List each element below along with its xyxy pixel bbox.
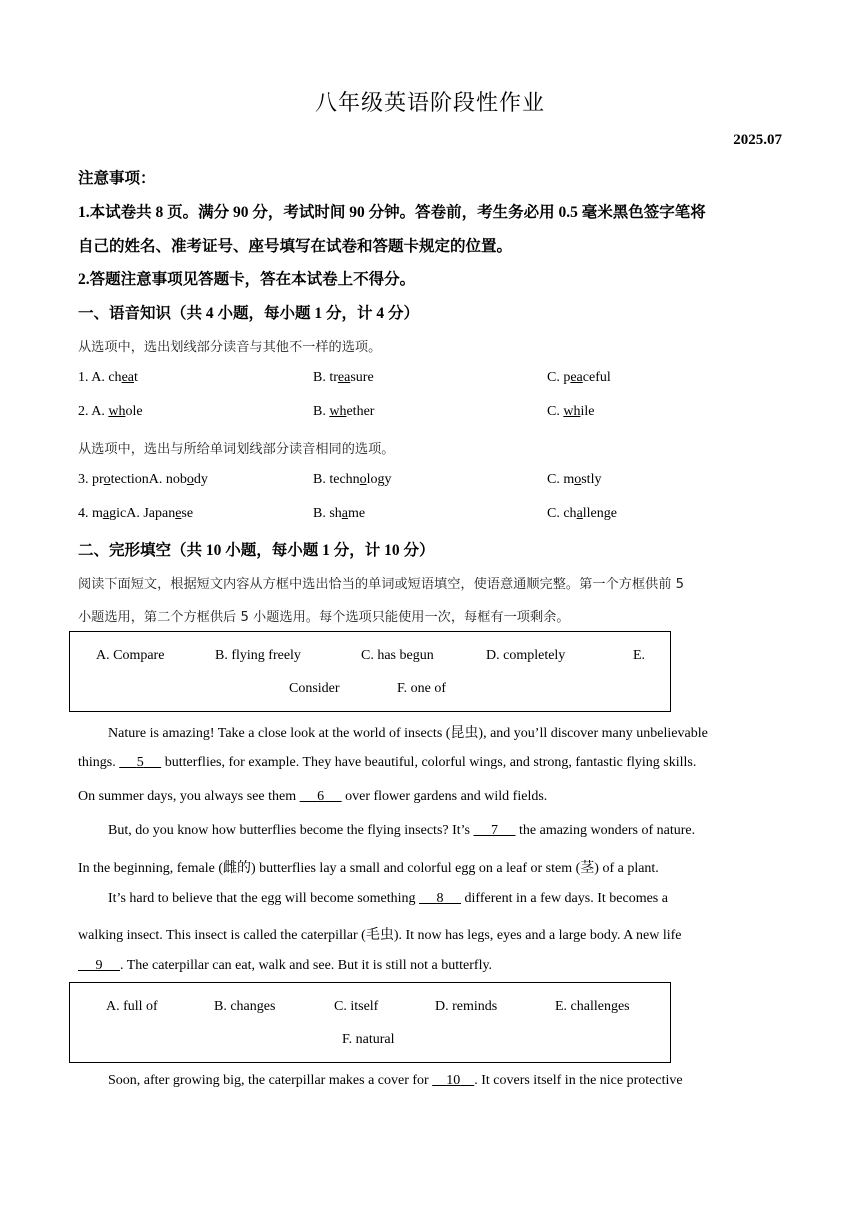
word-box-1 xyxy=(69,631,671,712)
question-2-option-c: C. while xyxy=(547,404,595,419)
question-3-option-b: B. technology xyxy=(313,472,392,487)
passage-p3-line-2: walking insect. This insect is called the caterpillar (毛虫). It now has legs, eyes and a large body. A new life xyxy=(78,928,682,943)
section-2-heading: 二、完形填空（共 10 小题，每小题 1 分，计 10 分） xyxy=(78,542,435,559)
question-2-option-b: B. whether xyxy=(313,404,375,419)
section-2-instruction-line-1: 阅读下面短文，根据短文内容从方框中选出恰当的单词或短语填空，使语意通顺完整。第一个方框供前 5 xyxy=(78,577,685,592)
passage-p3-line-1: It’s hard to believe that the egg will become something 8 different in a few days. It becomes a xyxy=(108,891,668,906)
section-1-heading: 一、语音知识（共 4 小题，每小题 1 分，计 4 分） xyxy=(78,305,420,322)
notice-item-1-line-1: 1.本试卷共 8 页。满分 90 分，考试时间 90 分钟。答卷前，考生务必用 0.5 毫米黑色签字笔将 xyxy=(78,204,706,221)
question-2-option-a: 2. A. whole xyxy=(78,404,143,419)
passage-p1-line-1: Nature is amazing! Take a close look at the world of insects (昆虫), and you’ll discover many unbelievable xyxy=(108,726,708,741)
question-4-option-c: C. challenge xyxy=(547,506,617,521)
blank-7[interactable]: 7 xyxy=(491,823,498,838)
box-1-option-e-word: Consider xyxy=(289,681,340,696)
question-3-option-c: C. mostly xyxy=(547,472,602,487)
blank-5[interactable]: 5 xyxy=(136,755,144,770)
notice-heading: 注意事项： xyxy=(78,170,156,187)
passage-p2-line-1: But, do you know how butterflies become the flying insects? It’s 7 the amazing wonders of nature. xyxy=(108,823,696,838)
question-1-option-a: 1. A. cheat xyxy=(78,370,138,385)
box-1-option-c: C. has begun xyxy=(361,648,434,663)
passage-p1-line-2: things. 5 butterflies, for example. They have beautiful, colorful wings, and strong, fantastic flying skills. xyxy=(78,755,697,770)
box-2-option-f: F. natural xyxy=(342,1032,395,1047)
exam-date: 2025.07 xyxy=(733,132,782,148)
passage-p2-line-2: In the beginning, female (雌的) butterflies lay a small and colorful egg on a leaf or stem (茎) of a plant. xyxy=(78,861,659,876)
box-1-option-d: D. completely xyxy=(486,648,566,663)
passage-p3-line-3: 9 . The caterpillar can eat, walk and see. But it is still not a butterfly. xyxy=(78,958,784,974)
blank-10[interactable]: 10 xyxy=(446,1073,461,1088)
page-title: 八年级英语阶段性作业 xyxy=(314,91,545,116)
word-box-2 xyxy=(69,982,671,1063)
box-2-option-a: A. full of xyxy=(106,999,158,1014)
box-2-option-d: D. reminds xyxy=(435,999,498,1014)
question-1-option-b: B. treasure xyxy=(313,370,374,385)
section-2-instruction-line-2: 小题选用，第二个方框供后 5 小题选用。每个选项只能使用一次，每框有一项剩余。 xyxy=(78,610,570,625)
blank-8[interactable]: 8 xyxy=(436,891,444,906)
section-1-instruction-b: 从选项中，选出与所给单词划线部分读音相同的选项。 xyxy=(78,442,395,457)
box-1-option-e-letter: E. xyxy=(633,648,646,663)
box-1-option-f: F. one of xyxy=(397,681,447,696)
box-2-option-e: E. challenges xyxy=(555,999,630,1014)
question-4-stem-option-a: 4. magicA. Japanese xyxy=(78,506,194,521)
section-1-instruction-a: 从选项中，选出划线部分读音与其他不一样的选项。 xyxy=(78,340,382,355)
box-1-option-a: A. Compare xyxy=(96,648,165,663)
box-2-option-c: C. itself xyxy=(334,999,379,1014)
box-1-option-b: B. flying freely xyxy=(215,648,301,663)
blank-9[interactable]: 9 xyxy=(95,958,103,973)
question-3-stem-option-a: 3. protectionA. nobody xyxy=(78,472,208,487)
question-4-option-b: B. shame xyxy=(313,506,366,521)
passage-p1-line-3: On summer days, you always see them 6 over flower gardens and wild fields. xyxy=(78,789,548,804)
notice-item-1-line-2: 自己的姓名、准考证号、座号填写在试卷和答题卡规定的位置。 xyxy=(78,238,513,255)
question-1-option-c: C. peaceful xyxy=(547,370,611,385)
passage-p4-line-1: Soon, after growing big, the caterpillar makes a cover for 10 . It covers itself in the nice protective xyxy=(108,1073,683,1088)
notice-item-2: 2.答题注意事项见答题卡，答在本试卷上不得分。 xyxy=(78,271,416,288)
box-2-option-b: B. changes xyxy=(214,999,276,1014)
blank-6[interactable]: 6 xyxy=(317,789,325,804)
